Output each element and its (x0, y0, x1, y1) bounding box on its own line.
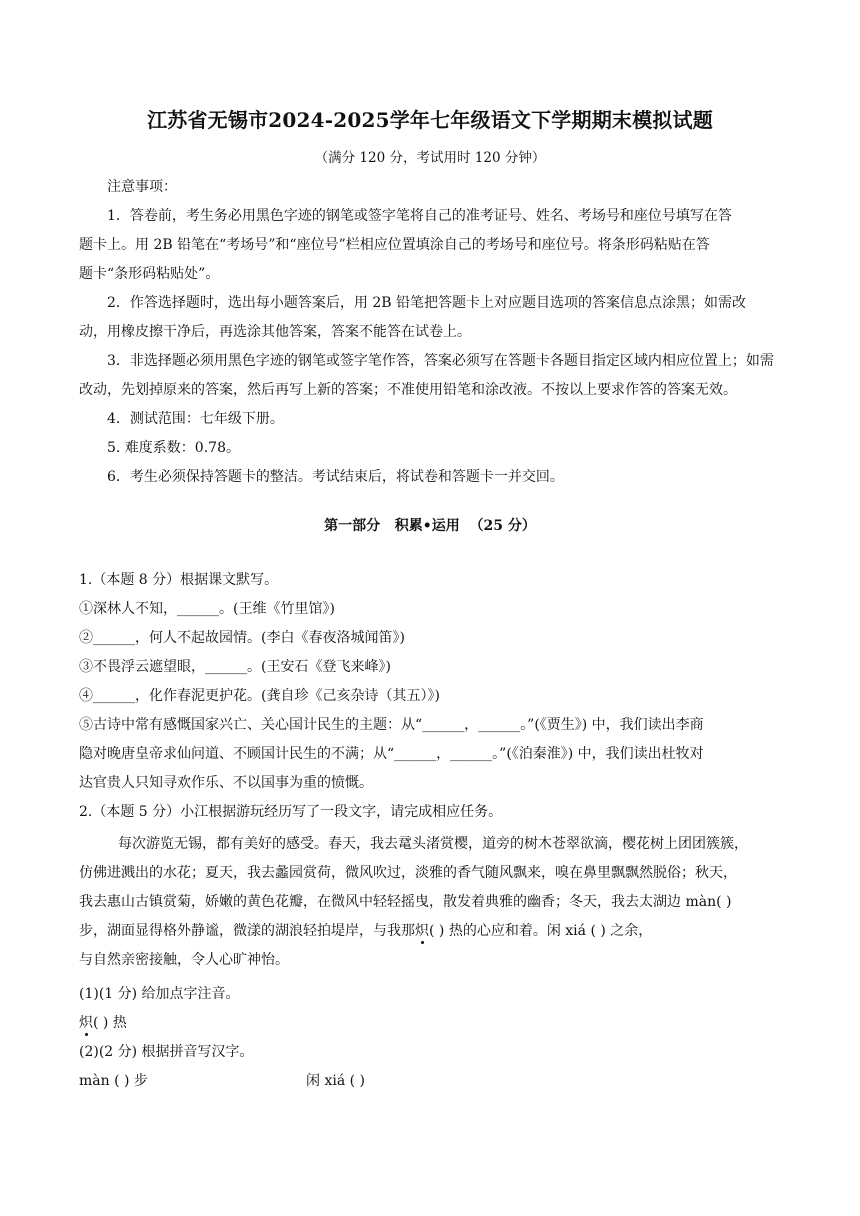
question-1-item-d: ④______，化作春泥更护花。(龚自珍《己亥杂诗（其五）》) (79, 688, 440, 704)
notice-item-3-line-1: 3．非选择题必须用黑色字迹的钢笔或签字笔作答，答案必须写在答题卡各题目指定区域内相应位置上；如需 (107, 353, 774, 369)
notice-item-1-line-1: 1．答卷前，考生务必用黑色字迹的钢笔或签字笔将自己的准考证号、姓名、考场号和座位号填写在答 (107, 208, 732, 224)
question-2-passage-line-1: 每次游览无锡，都有美好的感受。春天，我去鼋头渚赏樱，道旁的树木苍翠欲滴，樱花树上团团簇簇， (118, 836, 748, 852)
section-heading: 第一部分 积累•运用 （25 分） (324, 518, 536, 534)
notice-heading: 注意事项： (107, 179, 177, 195)
passage-text: 步，湖面显得格外静谧，微漾的湖浪轻拍堤岸，与我那 (79, 923, 415, 939)
question-2-passage-line-3: 我去惠山古镇赏菊，娇嫩的黄色花瓣，在微风中轻轻摇曳，散发着典雅的幽香；冬天，我去太湖边 màn( ) (79, 894, 732, 910)
question-1-item-b: ②______，何人不起故园情。(李白《春夜洛城闻笛》) (79, 630, 405, 646)
question-2-stem: 2.（本题 5 分）小江根据游玩经历写了一段文字，请完成相应任务。 (79, 804, 503, 820)
question-1-stem: 1.（本题 8 分）根据课文默写。 (79, 572, 279, 588)
exam-subtitle: （满分 120 分，考试用时 120 分钟） (314, 150, 546, 166)
answer-blank: ( ) 热 (93, 1015, 127, 1031)
notice-item-5: 5. 难度系数：0.78。 (107, 440, 240, 456)
question-2-sub-2: (2)(2 分) 根据拼音写汉字。 (79, 1044, 254, 1060)
notice-item-1-line-2: 题卡上。用 2B 铅笔在“考场号”和“座位号”栏相应位置填涂自己的考场号和座位号。将条形码粘贴在答 (79, 237, 710, 253)
question-1-item-e-line-1: ⑤古诗中常有感慨国家兴亡、关心国计民生的主题：从“______，______。”(《贾生》) 中，我们读出李商 (79, 717, 704, 733)
question-2-sub-1: (1)(1 分) 给加点字注音。 (79, 986, 240, 1002)
question-1-item-e-line-2: 隐对晚唐皇帝求仙问道、不顾国计民生的不满；从“______，______。”(《泊秦淮》) 中，我们读出杜牧对 (79, 746, 704, 762)
notice-item-6: 6．考生必须保持答题卡的整洁。考试结束后，将试卷和答题卡一并交回。 (107, 469, 564, 485)
notice-item-1-line-3: 题卡“条形码粘贴处”。 (79, 266, 220, 282)
notice-item-3-line-2: 改动，先划掉原来的答案，然后再写上新的答案；不准使用铅笔和涂改液。不按以上要求作答的答案无效。 (79, 382, 737, 398)
question-1-item-c: ③不畏浮云遮望眼，______。(王安石《登飞来峰》) (79, 659, 391, 675)
notice-item-2-line-2: 动，用橡皮擦干净后，再选涂其他答案，答案不能答在试卷上。 (79, 324, 471, 340)
question-2-passage-line-5: 与自然亲密接触，令人心旷神怡。 (79, 952, 289, 968)
question-2-sub-1-answer (79, 1012, 127, 1032)
question-1-item-a: ①深林人不知，______。(王维《竹里馆》) (79, 601, 335, 617)
dotted-character: 炽 (415, 920, 429, 940)
passage-text: ( ) 热的心应和着。闲 xiá ( ) 之余， (429, 923, 653, 939)
question-2-passage-line-4 (79, 920, 652, 940)
question-1-item-e-line-3: 达官贵人只知寻欢作乐、不以国事为重的愤慨。 (79, 775, 373, 791)
notice-item-4: 4．测试范围：七年级下册。 (107, 411, 284, 427)
question-2-passage-line-2: 仿佛进溅出的水花；夏天，我去蠡园赏荷，微风吹过，淡雅的香气随风飘来，嗅在鼻里飘飘然脱俗；秋天， (79, 865, 737, 881)
question-2-sub-2-answer-a: màn ( ) 步 (79, 1073, 148, 1089)
notice-item-2-line-1: 2．作答选择题时，选出每小题答案后，用 2B 铅笔把答题卡上对应题目选项的答案信息点涂黑；如需改 (107, 295, 747, 311)
dotted-character: 炽 (79, 1012, 93, 1032)
page-title: 江苏省无锡市2024-2025学年七年级语文下学期期末模拟试题 (147, 108, 713, 132)
question-2-sub-2-answer-b: 闲 xiá ( ) (306, 1073, 365, 1089)
